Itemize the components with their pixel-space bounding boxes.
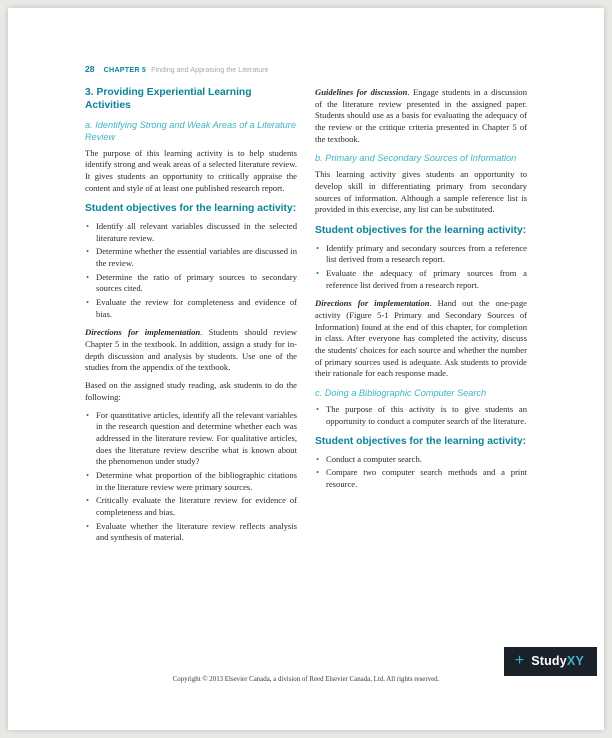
bullet-item: • Conduct a computer search.: [315, 454, 527, 466]
directions-text: . Students should review Chapter 5 in the textbook. In addition, assign a study for in-depth discussion and analysis by students. Use one of the studies from the appendix of the textbook.: [85, 327, 297, 373]
bullet-item: • Determine the ratio of primary sources to secondary sources cited.: [85, 272, 297, 295]
objectives-list-left: [85, 221, 297, 321]
chapter-title: Finding and Appraising the Literature: [151, 65, 269, 74]
bullet-item: • Evaluate the adequacy of primary sources from a reference list derived from a research report.: [315, 268, 527, 291]
based-on-paragraph: Based on the assigned study reading, ask students to do the following:: [85, 380, 297, 402]
page-header: [85, 64, 527, 74]
bullet-item: • Identify all relevant variables discussed in the selected literature review.: [85, 221, 297, 244]
bullet-item: • For quantitative articles, identify all the relevant variables in the research question and determine whether each was addressed in the literature review. For qualitative articles, does the literature review describe what is known about the phenomenon under study?: [85, 410, 297, 468]
right-column: [315, 87, 527, 551]
purpose-paragraph: The purpose of this learning activity is to help students identify strong and weak areas of a selected literature review. It gives students an opportunity to critically appraise the content and style of at least one published research report.: [85, 147, 297, 193]
directions-text: . Hand out the one-page activity (Figure 5-1 Primary and Secondary Sources of Information) found at the end of this chapter, for completion in class. After everyone has completed the activity, discuss the students' choices for each source and whether the number of primary sources used is adequate. Ask students to provide their rationale for each response made.: [315, 298, 527, 379]
two-column-layout: [85, 87, 527, 551]
intro-paragraph-b: This learning activity gives students an opportunity to develop skill in differentiating primary from secondary sources of information. Although a sample reference list is provided in this exercise, any list can be substituted.: [315, 169, 527, 215]
objectives-heading-left: Student objectives for the learning activity:: [85, 203, 297, 215]
page-number: 28: [85, 64, 95, 74]
tasks-list: [85, 410, 297, 545]
subsection-heading-c: c. Doing a Bibliographic Computer Search: [315, 388, 487, 399]
brand-xy: XY: [566, 654, 584, 668]
bullet-item: • Evaluate whether the literature review reflects analysis and synthesis of material.: [85, 521, 297, 544]
page-footer: [8, 676, 604, 683]
bullet-item: • Determine what proportion of the bibliographic citations in the literature review were primary sources.: [85, 470, 297, 493]
bullet-item: • Determine whether the essential variables are discussed in the review.: [85, 246, 297, 269]
purpose-list-c: [315, 404, 527, 427]
bullet-item: • Critically evaluate the literature review for evidence of completeness and bias.: [85, 495, 297, 518]
brand-wordmark: [531, 654, 584, 668]
subsection-heading-b: b. Primary and Secondary Sources of Information: [315, 153, 517, 164]
objectives-heading-c: Student objectives for the learning activity:: [315, 436, 527, 448]
guidelines-label: Guidelines for discussion: [315, 87, 408, 97]
subsection-heading-a: a. Identifying Strong and Weak Areas of a Literature Review: [85, 120, 296, 142]
bullet-item: • Evaluate the review for completeness and evidence of bias.: [85, 297, 297, 320]
chapter-label: CHAPTER 5: [103, 65, 147, 74]
directions-paragraph-left: [85, 327, 297, 374]
objectives-list-c: [315, 454, 527, 491]
section-heading-experiential-learning: 3. Providing Experiential Learning Activities: [85, 87, 252, 111]
objectives-heading-right: Student objectives for the learning activity:: [315, 224, 527, 236]
document-page: [8, 8, 604, 730]
objectives-list-right: [315, 243, 527, 292]
plus-icon: +: [514, 652, 525, 669]
guidelines-paragraph: [315, 87, 527, 145]
directions-label: Directions for implementation: [85, 327, 201, 338]
studyxy-logo-badge: [504, 647, 597, 676]
copyright-text: Copyright © 2013 Elsevier Canada, a division of Reed Elsevier Canada, Ltd. All rights reserved.: [172, 676, 440, 683]
bullet-item: • Identify primary and secondary sources from a reference list derived from a research report.: [315, 243, 527, 266]
bullet-item: • Compare two computer search methods and a print resource.: [315, 467, 527, 490]
directions-label: Directions for implementation: [315, 298, 430, 309]
left-column: [85, 87, 297, 551]
guidelines-text: . Engage students in a discussion of the literature review presented in the assigned paper. Students should use as a basis for evaluating the adequacy of the review or the critique criteria presented in Chapter 5 of the textbook.: [315, 87, 527, 144]
bullet-item: • The purpose of this activity is to give students an opportunity to conduct a computer search of the literature.: [315, 404, 527, 427]
directions-paragraph-right: [315, 298, 527, 380]
brand-study: Study: [531, 654, 567, 668]
